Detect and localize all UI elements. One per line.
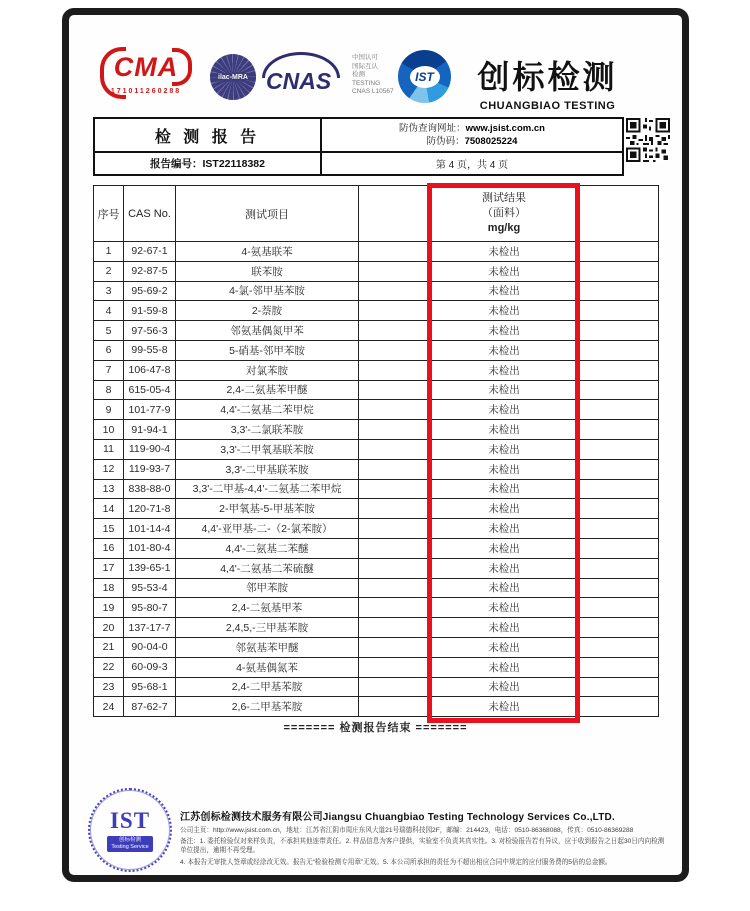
- row-item: 2,6-二甲基苯胺: [176, 697, 359, 717]
- row-result: 未检出: [431, 677, 578, 697]
- row-no: 17: [94, 558, 124, 578]
- row-blank: [359, 499, 431, 519]
- footer-text-block: [180, 808, 666, 867]
- row-cas: 95-80-7: [124, 598, 176, 618]
- row-no: 15: [94, 519, 124, 539]
- row-result: 未检出: [431, 281, 578, 301]
- row-cas: 119-93-7: [124, 459, 176, 479]
- row-result: 未检出: [431, 242, 578, 262]
- row-blank: [359, 637, 431, 657]
- row-result: 未检出: [431, 321, 578, 341]
- row-cas: 137-17-7: [124, 618, 176, 638]
- row-item: 4-氨基偶氮苯: [176, 657, 359, 677]
- row-blank: [359, 242, 431, 262]
- report-no-label: 报告编号：: [150, 158, 203, 170]
- stamp-sub1: 创标检测: [118, 837, 141, 843]
- row-no: 19: [94, 598, 124, 618]
- row-blank: [359, 598, 431, 618]
- row-cas: 92-67-1: [124, 242, 176, 262]
- row-item: 4,4'-二氨基二苯甲烷: [176, 400, 359, 420]
- header-result-line1: 测试结果: [482, 192, 526, 204]
- report-end-line: ======= 检测报告结束 =======: [283, 722, 468, 734]
- header-blank2: [578, 186, 659, 242]
- antifake-url-line: [322, 122, 622, 135]
- row-cas: 91-94-1: [124, 420, 176, 440]
- row-no: 8: [94, 380, 124, 400]
- row-no: 9: [94, 400, 124, 420]
- row-result: 未检出: [431, 538, 578, 558]
- row-result: 未检出: [431, 340, 578, 360]
- row-blank: [359, 301, 431, 321]
- row-result: 未检出: [431, 439, 578, 459]
- row-result: 未检出: [431, 301, 578, 321]
- row-cas: 99-55-8: [124, 340, 176, 360]
- row-no: 5: [94, 321, 124, 341]
- cma-logo: [96, 50, 196, 95]
- header-result-unit: mg/kg: [487, 222, 521, 234]
- row-cas: 90-04-0: [124, 637, 176, 657]
- row-blank: [359, 538, 431, 558]
- row-no: 11: [94, 439, 124, 459]
- stamp-ist-label: IST: [109, 808, 151, 833]
- antifake-code: 7508025224: [464, 136, 518, 147]
- row-blank: [359, 380, 431, 400]
- antifake-url: www.jsist.com.cn: [465, 123, 545, 134]
- header-result-line2: （面料）: [482, 207, 526, 219]
- row-blank2: [578, 360, 659, 380]
- row-blank2: [578, 400, 659, 420]
- row-blank: [359, 340, 431, 360]
- row-item: 2,4-二氨基甲苯: [176, 598, 359, 618]
- row-blank2: [578, 242, 659, 262]
- row-cas: 106-47-8: [124, 360, 176, 380]
- row-no: 21: [94, 637, 124, 657]
- header-cas: CAS No.: [124, 186, 176, 242]
- row-blank2: [578, 538, 659, 558]
- ist-logo-label: IST: [410, 66, 440, 88]
- row-cas: 101-80-4: [124, 538, 176, 558]
- row-blank: [359, 618, 431, 638]
- brand-subtitle: CHUANGBIAO TESTING: [479, 100, 616, 112]
- footer-contact-line: 公司主页：http://www.jsist.com.cn，地址：江苏省江阴市周庄东风大道21号瑞德科技园2F，邮编：214423，电话：0510-86368088，传真：0510-86369288: [180, 826, 634, 834]
- row-cas: 615-05-4: [124, 380, 176, 400]
- row-blank2: [578, 439, 659, 459]
- footer-note-line2: 4. 本报告无审批人签章或经涂改无效。报告无“检验检测专用章”无效。5. 本公司所承担的责任为不超出相应合同中规定的应付服务费的5倍的总金额。: [180, 858, 612, 866]
- row-blank2: [578, 618, 659, 638]
- antifake-code-line: [322, 135, 622, 148]
- row-item: 4-氯-邻甲基苯胺: [176, 281, 359, 301]
- row-blank2: [578, 598, 659, 618]
- ist-logo: [398, 50, 451, 103]
- row-cas: 97-56-3: [124, 321, 176, 341]
- accreditation-line: 国际互认: [352, 62, 378, 70]
- row-item: 4-氨基联苯: [176, 242, 359, 262]
- row-item: 4,4'-二氨基二苯醚: [176, 538, 359, 558]
- row-result: 未检出: [431, 479, 578, 499]
- row-blank: [359, 439, 431, 459]
- row-result: 未检出: [431, 261, 578, 281]
- antifake-cell: [321, 118, 623, 152]
- header-blank: [359, 186, 431, 242]
- row-no: 12: [94, 459, 124, 479]
- result-column-highlight-box: [427, 183, 580, 723]
- row-cas: 92-87-5: [124, 261, 176, 281]
- row-item: 对氯苯胺: [176, 360, 359, 380]
- row-item: 3,3'-二甲氧基联苯胺: [176, 439, 359, 459]
- row-result: 未检出: [431, 400, 578, 420]
- row-no: 13: [94, 479, 124, 499]
- row-blank: [359, 400, 431, 420]
- row-cas: 95-53-4: [124, 578, 176, 598]
- row-item: 2-甲氧基-5-甲基苯胺: [176, 499, 359, 519]
- row-result: 未检出: [431, 459, 578, 479]
- antifake-url-label: 防伪查询网址：: [399, 123, 466, 134]
- row-blank: [359, 459, 431, 479]
- row-no: 2: [94, 261, 124, 281]
- row-no: 23: [94, 677, 124, 697]
- row-blank2: [578, 578, 659, 598]
- row-blank2: [578, 459, 659, 479]
- row-no: 3: [94, 281, 124, 301]
- row-result: 未检出: [431, 558, 578, 578]
- report-no: IST22118382: [202, 158, 265, 170]
- row-item: 3,3'-二氯联苯胺: [176, 420, 359, 440]
- row-blank2: [578, 380, 659, 400]
- row-no: 14: [94, 499, 124, 519]
- row-blank: [359, 519, 431, 539]
- row-result: 未检出: [431, 420, 578, 440]
- row-item: 3,3'-二甲基-4,4'-二氨基二苯甲烷: [176, 479, 359, 499]
- row-no: 6: [94, 340, 124, 360]
- report-title: 检 测 报 告: [94, 118, 321, 152]
- row-no: 22: [94, 657, 124, 677]
- row-result: 未检出: [431, 618, 578, 638]
- row-item: 2,4-二氨基苯甲醚: [176, 380, 359, 400]
- row-cas: 60-09-3: [124, 657, 176, 677]
- cnas-label: CNAS: [266, 68, 332, 94]
- cma-mark: [104, 50, 189, 85]
- row-result: 未检出: [431, 360, 578, 380]
- row-no: 4: [94, 301, 124, 321]
- row-blank2: [578, 340, 659, 360]
- row-blank2: [578, 657, 659, 677]
- row-result: 未检出: [431, 380, 578, 400]
- stamp-sub2: Testing Service: [111, 844, 149, 850]
- row-result: 未检出: [431, 499, 578, 519]
- page-info: 第 4 页，共 4 页: [321, 152, 623, 175]
- row-blank: [359, 697, 431, 717]
- row-result: 未检出: [431, 637, 578, 657]
- accreditation-line: TESTING: [352, 79, 381, 87]
- row-item: 2,4-二甲基苯胺: [176, 677, 359, 697]
- row-item: 邻氨基偶氮甲苯: [176, 321, 359, 341]
- company-stamp: [88, 788, 172, 872]
- row-blank: [359, 677, 431, 697]
- row-no: 18: [94, 578, 124, 598]
- row-no: 20: [94, 618, 124, 638]
- qr-code: [626, 118, 670, 162]
- row-cas: 119-90-4: [124, 439, 176, 459]
- accreditation-line: 检测: [352, 71, 365, 78]
- row-result: 未检出: [431, 697, 578, 717]
- row-blank2: [578, 499, 659, 519]
- ilac-mra-label: ilac-MRA: [210, 73, 256, 82]
- row-blank2: [578, 420, 659, 440]
- row-item: 4,4'-亚甲基-二-（2-氯苯胺）: [176, 519, 359, 539]
- cma-number: 171011260288: [110, 88, 182, 95]
- row-cas: 101-14-4: [124, 519, 176, 539]
- row-blank: [359, 360, 431, 380]
- row-cas: 87-62-7: [124, 697, 176, 717]
- row-cas: 120-71-8: [124, 499, 176, 519]
- antifake-code-label: 防伪码：: [426, 136, 465, 147]
- row-result: 未检出: [431, 657, 578, 677]
- row-blank: [359, 558, 431, 578]
- row-blank2: [578, 479, 659, 499]
- row-blank: [359, 261, 431, 281]
- row-item: 2-萘胺: [176, 301, 359, 321]
- row-no: 1: [94, 242, 124, 262]
- accreditation-line: CNAS L10567: [352, 88, 394, 95]
- footer-note-line1: 备注：1. 委托检验仅对来样负责，不承担其他连带责任。2. 样品信息为客户提供，实验室不负责其真实性。3. 对检验报告若有异议，应于收到报告之日起30日内向检测单位提出，逾期不再受理。: [180, 838, 665, 854]
- row-blank: [359, 281, 431, 301]
- row-item: 邻甲苯胺: [176, 578, 359, 598]
- row-item: 2,4,5,-三甲基苯胺: [176, 618, 359, 638]
- accreditation-line: 中国认可: [352, 54, 378, 61]
- brand-block: [460, 52, 635, 112]
- row-item: 3,3'-二甲基联苯胺: [176, 459, 359, 479]
- row-blank: [359, 420, 431, 440]
- row-blank2: [578, 281, 659, 301]
- row-blank2: [578, 677, 659, 697]
- row-item: 邻氨基苯甲醚: [176, 637, 359, 657]
- cnas-logo: [264, 64, 348, 104]
- row-item: 5-硝基-邻甲苯胺: [176, 340, 359, 360]
- row-blank2: [578, 637, 659, 657]
- row-result: 未检出: [431, 519, 578, 539]
- row-blank2: [578, 321, 659, 341]
- row-blank: [359, 578, 431, 598]
- row-cas: 838-88-0: [124, 479, 176, 499]
- header-item: 测试项目: [176, 186, 359, 242]
- row-no: 7: [94, 360, 124, 380]
- row-cas: 95-68-1: [124, 677, 176, 697]
- row-blank2: [578, 697, 659, 717]
- brand-name: 创标检测: [477, 59, 618, 95]
- report-header-table: [93, 117, 624, 176]
- row-blank2: [578, 261, 659, 281]
- report-no-cell: [94, 152, 321, 175]
- row-item: 联苯胺: [176, 261, 359, 281]
- header-no: 序号: [94, 186, 124, 242]
- row-result: 未检出: [431, 598, 578, 618]
- row-no: 10: [94, 420, 124, 440]
- row-item: 4,4'-二氨基二苯硫醚: [176, 558, 359, 578]
- stamp-sub-box: [107, 836, 152, 852]
- row-cas: 91-59-8: [124, 301, 176, 321]
- row-blank2: [578, 558, 659, 578]
- row-cas: 139-65-1: [124, 558, 176, 578]
- row-cas: 95-69-2: [124, 281, 176, 301]
- footer-company-name: 江苏创标检测技术服务有限公司Jiangsu Chuangbiao Testing Technology Services Co.,LTD.: [180, 812, 615, 823]
- row-blank: [359, 321, 431, 341]
- ilac-mra-logo: [210, 54, 256, 100]
- row-result: 未检出: [431, 578, 578, 598]
- row-blank: [359, 657, 431, 677]
- row-no: 24: [94, 697, 124, 717]
- cma-label: CMA: [113, 52, 179, 82]
- row-no: 16: [94, 538, 124, 558]
- row-blank2: [578, 301, 659, 321]
- row-cas: 101-77-9: [124, 400, 176, 420]
- row-blank2: [578, 519, 659, 539]
- row-blank: [359, 479, 431, 499]
